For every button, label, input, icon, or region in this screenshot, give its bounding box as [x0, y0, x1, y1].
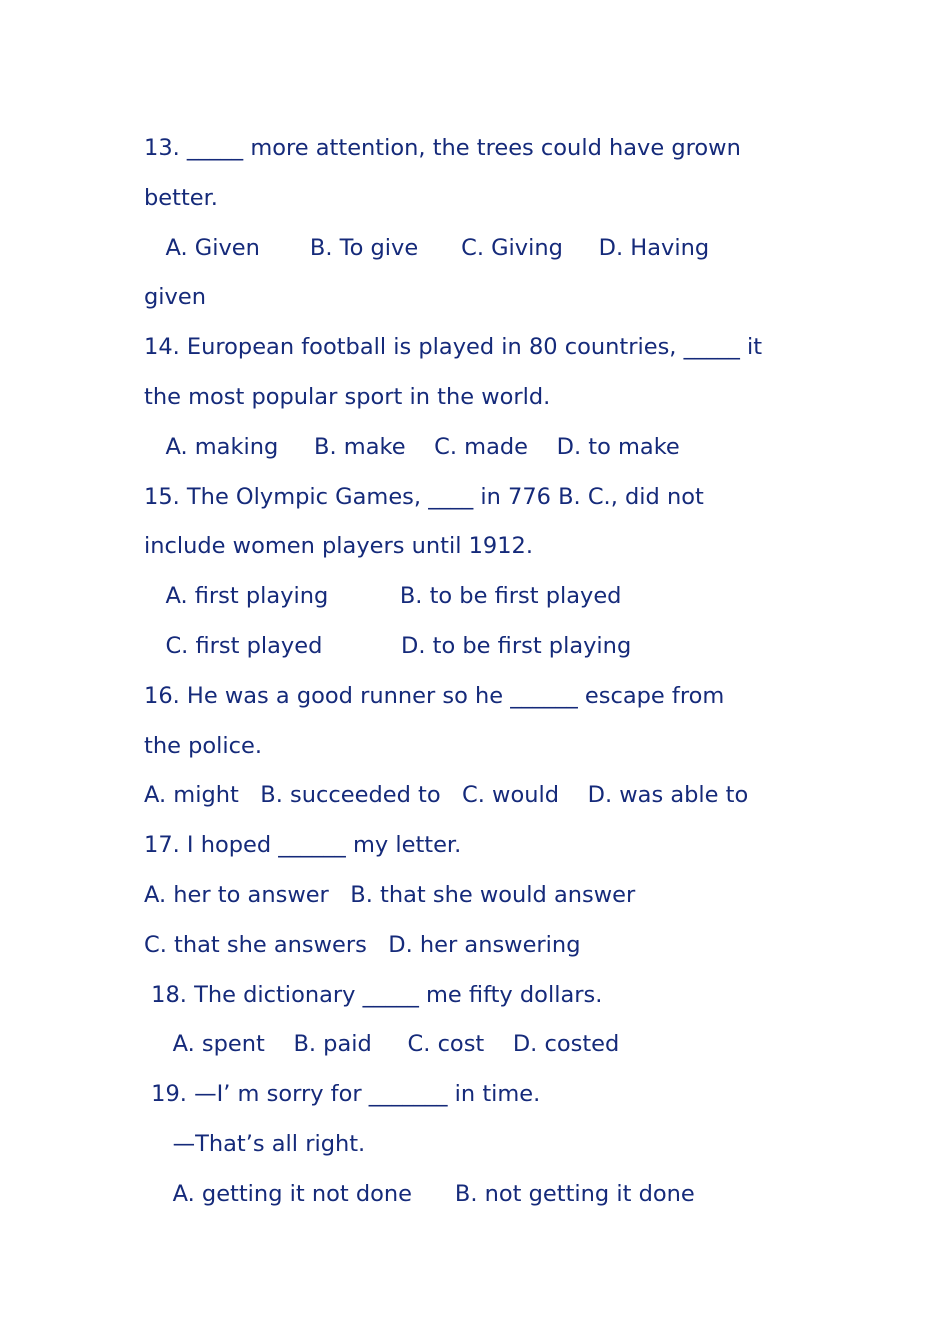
q14-stem-line-1: 14. European football is played in 80 countries, _____ it [144, 334, 763, 361]
q19-options-line-1: A. getting it not done B. not getting it done [144, 1180, 695, 1207]
question-text-block [144, 124, 824, 1220]
q18-options: A. spent B. paid C. cost D. costed [144, 1031, 620, 1058]
q17-stem: 17. I hoped ______ my letter. [144, 832, 462, 859]
q13-stem-line-1: 13. _____ more attention, the trees could have grown [144, 135, 741, 161]
q19-stem-line-1: 19. —I’ m sorry for _______ in time. [144, 1081, 541, 1108]
q16-options: A. might B. succeeded to C. would D. was able to [144, 782, 749, 809]
q14-options: A. making B. make C. made D. to make [144, 433, 680, 460]
q18-stem: 18. The dictionary _____ me fifty dollars. [144, 981, 603, 1008]
q15-options-line-1: A. first playing B. to be first played [144, 583, 622, 610]
q17-options-line-1: A. her to answer B. that she would answer [144, 881, 636, 908]
q17-options-line-2: C. that she answers D. her answering [144, 931, 581, 958]
q19-stem-line-2: —That’s all right. [144, 1130, 366, 1157]
q15-stem-line-2: include women players until 1912. [144, 533, 534, 560]
q14-stem-line-2: the most popular sport in the world. [144, 383, 551, 410]
q13-options-line-1: A. Given B. To give C. Giving D. Having [144, 234, 710, 261]
q13-options-line-2: given [144, 284, 206, 311]
q16-stem-line-2: the police. [144, 732, 262, 759]
q16-stem-line-1: 16. He was a good runner so he ______ escape from [144, 682, 725, 709]
q13-stem-line-2: better. [144, 184, 218, 211]
q15-options-line-2: C. first played D. to be first playing [144, 632, 632, 659]
q15-stem-line-1: 15. The Olympic Games, ____ in 776 B. C., did not [144, 483, 704, 510]
